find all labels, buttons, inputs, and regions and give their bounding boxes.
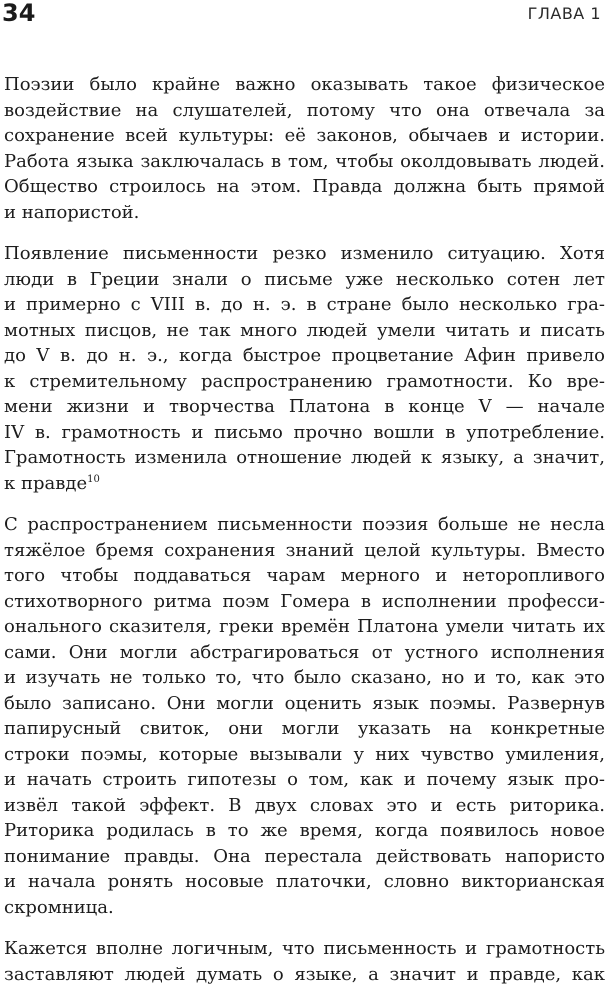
text-line: до V в. до н. э., когда быстрое процветание Афин привело xyxy=(4,345,605,366)
text-line: воздействие на слушателей, потому что она отвечала за xyxy=(4,99,605,121)
text-line: мени жизни и творчества Платона в конце V — начале xyxy=(4,396,605,417)
text-line: стихотворного ритма поэм Гомера в исполнении професси- xyxy=(4,590,605,612)
text-line: и начала ронять носовые платочки, словно викторианская xyxy=(4,871,605,892)
text-line: тяжёлое бремя сохранения знаний целой культуры. Вместо xyxy=(4,539,605,561)
text-line: папирусный свиток, они могли указать на конкретные xyxy=(4,718,605,739)
page-header xyxy=(0,0,609,30)
text-line: и изучать не только то, что было сказано, но и то, как это xyxy=(4,667,605,688)
footnote-marker[interactable]: 10 xyxy=(87,473,100,485)
paragraph-4 xyxy=(4,936,605,987)
text-line: Поэзии было крайне важно оказывать такое физическое xyxy=(4,74,605,95)
text-line: мотных писцов, не так много людей умели читать и писать xyxy=(4,319,605,341)
text-line-content: к правде xyxy=(4,472,88,494)
text-line: заставляют людей думать о языке, а значит и правде, как xyxy=(4,963,605,985)
paragraph-3 xyxy=(4,512,605,920)
text-line: Грамотность изменила отношение людей к языку, а значит, xyxy=(4,447,605,468)
page-number: 34 xyxy=(2,0,36,27)
chapter-label: ГЛАВА 1 xyxy=(527,4,601,23)
text-line: и напористой. xyxy=(4,201,140,223)
text-line: люди в Греции знали о письме уже несколько сотен лет xyxy=(4,268,605,290)
text-line: Риторика родилась в то же время, когда появилось новое xyxy=(4,820,605,841)
text-line: извёл такой эффект. В двух словах это и есть риторика. xyxy=(4,794,605,816)
text-line: скромница. xyxy=(4,896,114,918)
text-line: того чтобы поддаваться чарам мерного и неторопливого xyxy=(4,565,605,586)
text-line: сами. Они могли абстрагироваться от устного исполнения xyxy=(4,641,605,663)
text-line: строки поэмы, которые вызывали у них чувство умиления, xyxy=(4,743,605,765)
text-line: Кажется вполне логичным, что письменность и грамотность xyxy=(4,938,605,959)
text-line: и начать строить гипотезы о том, как и почему язык про- xyxy=(4,769,605,790)
text-line: Общество строилось на этом. Правда должна быть прямой xyxy=(4,176,605,197)
body-text xyxy=(4,72,605,1003)
text-line: Появление письменности резко изменило ситуацию. Хотя xyxy=(4,243,605,264)
text-line: онального сказителя, греки времён Платона умели читать их xyxy=(4,616,605,637)
text-line-with-footnote xyxy=(4,471,605,497)
text-line: и примерно с VIII в. до н. э. в стране было несколько гра- xyxy=(4,294,605,315)
text-line: сохранение всей культуры: её законов, обычаев и истории. xyxy=(4,125,605,146)
text-line: IV в. грамотность и письмо прочно вошли в употребление. xyxy=(4,421,605,443)
paragraph-1 xyxy=(4,72,605,225)
text-line: было записано. Они могли оценить язык поэмы. Развернув xyxy=(4,692,605,714)
text-line: С распространением письменности поэзия больше не несла xyxy=(4,514,605,535)
paragraph-2 xyxy=(4,241,605,496)
text-line: Работа языка заключалась в том, чтобы околдовывать людей. xyxy=(4,150,605,172)
text-line: к стремительному распространению грамотности. Ко вре- xyxy=(4,370,605,392)
text-line: понимание правды. Она перестала действовать напористо xyxy=(4,845,605,867)
